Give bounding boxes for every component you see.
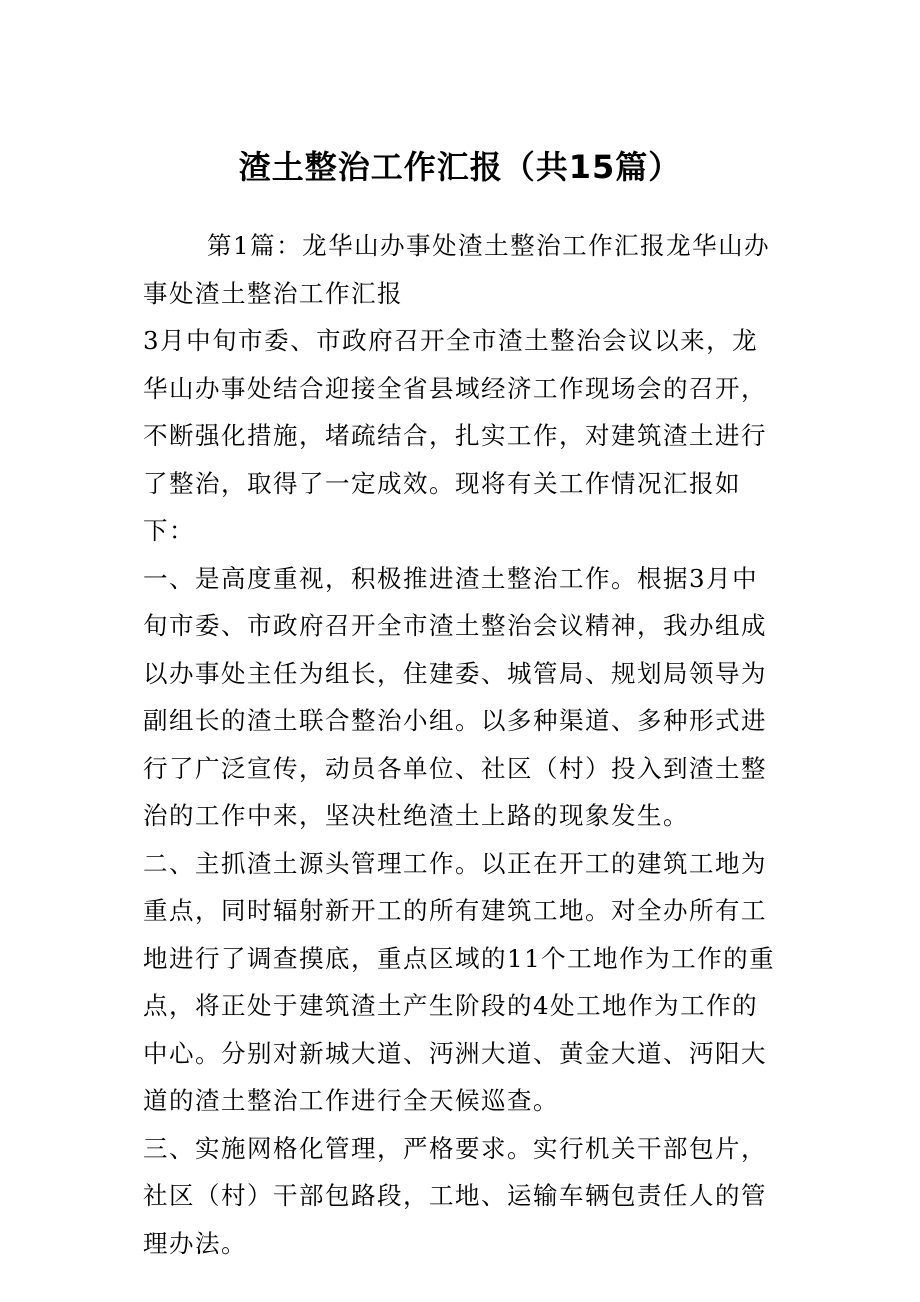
document-title: 渣土整治工作汇报（共15篇） (238, 148, 682, 186)
paragraph-section-3: 三、实施网格化管理，严格要求。实行机关干部包片，社区（村）干部包路段，工地、运输车辆包责任人的管理办法。 (143, 1133, 767, 1258)
paragraph-intro: 3月中旬市委、市政府召开全市渣土整治会议以来，龙华山办事处结合迎接全省县域经济工作现场会的召开，不断强化措施，堵疏结合，扎实工作，对建筑渣土进行了整治，取得了一定成效。现将有关工作情况汇报如下： (143, 326, 767, 545)
paragraph-section-1: 一、是高度重视，积极推进渣土整治工作。根据3月中旬市委、市政府召开全市渣土整治会议精神，我办组成以办事处主任为组长，住建委、城管局、规划局领导为副组长的渣土联合整治小组。以多种渠道、多种形式进行了广泛宣传，动员各单位、社区（村）投入到渣土整治的工作中来，坚决杜绝渣土上路的现象发生。 (143, 563, 767, 830)
paragraph-section-2: 二、主抓渣土源头管理工作。以正在开工的建筑工地为重点，同时辐射新开工的所有建筑工地。对全办所有工地进行了调查摸底，重点区域的11个工地作为工作的重点，将正处于建筑渣土产生阶段的4处工地作为工作的中心。分别对新城大道、沔洲大道、黄金大道、沔阳大道的渣土整治工作进行全天候巡查。 (143, 848, 776, 1115)
document-body (143, 222, 783, 1267)
paragraph-heading: 第1篇：龙华山办事处渣土整治工作汇报龙华山办事处渣土整治工作汇报 (143, 231, 771, 308)
